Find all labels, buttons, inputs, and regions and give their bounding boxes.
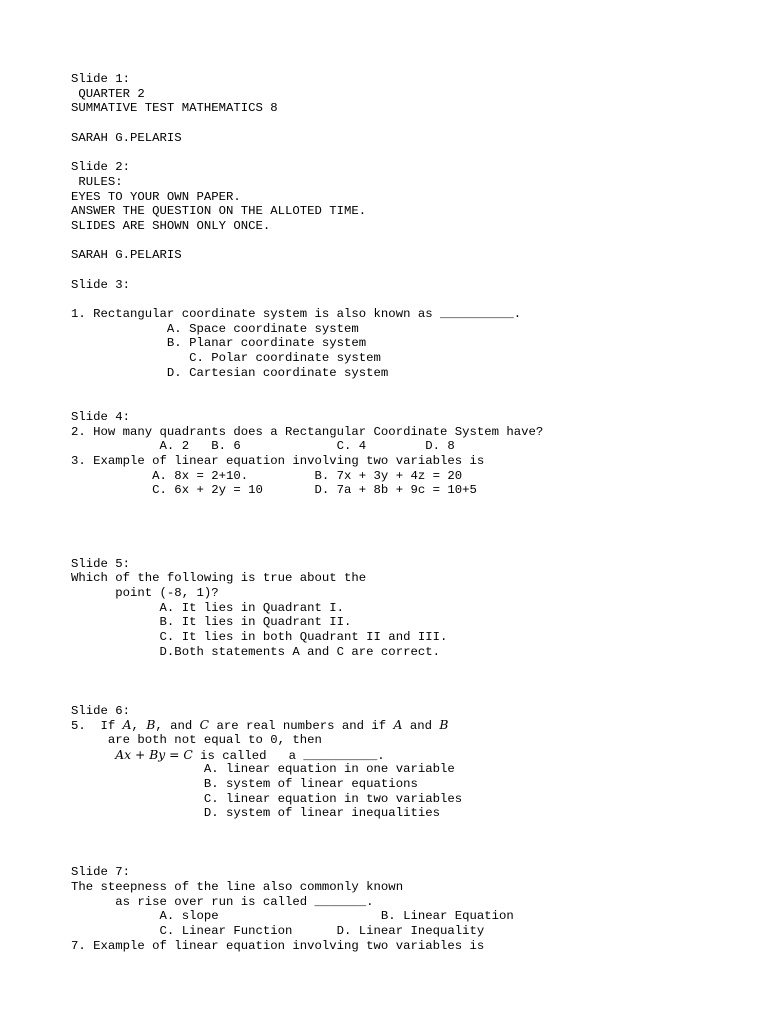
option-line: D. system of linear inequalities <box>71 806 440 821</box>
option-line: D. Cartesian coordinate system <box>71 365 389 380</box>
indent <box>71 749 115 763</box>
question-4-cont: point (-8, 1)? <box>71 586 219 601</box>
slide-6-header: Slide 6: <box>71 703 131 718</box>
option-line: B. Planar coordinate system <box>71 336 367 351</box>
slide-5-header: Slide 5: <box>71 556 131 571</box>
blank-line <box>71 145 751 160</box>
option-line: A. 2 B. 6 C. 4 D. 8 <box>71 439 455 454</box>
option-line: D.Both statements A and C are correct. <box>71 644 440 659</box>
question-5 <box>71 718 751 733</box>
blank-line <box>71 821 751 836</box>
math-var-b: B <box>439 718 449 733</box>
question-4: Which of the following is true about the <box>71 571 367 586</box>
blank-line <box>71 380 751 395</box>
blank-line <box>71 498 751 513</box>
math-equation: Ax + By = C <box>115 747 193 762</box>
slide-2-author: SARAH G.PELARIS <box>71 248 182 263</box>
blank-line <box>71 263 751 278</box>
text-sep: , and <box>155 719 200 734</box>
question-2: 2. How many quadrants does a Rectangular Coordinate System have? <box>71 424 544 439</box>
slide-1-header: Slide 1: <box>71 72 131 86</box>
option-line: C. 6x + 2y = 10 D. 7a + 8b + 9c = 10+5 <box>71 483 477 498</box>
slide-3-header: Slide 3: <box>71 277 131 292</box>
question-3: 3. Example of linear equation involving two variables is <box>71 453 485 468</box>
option-line: B. system of linear equations <box>71 777 418 791</box>
option-line: A. linear equation in one variable <box>71 762 455 777</box>
math-var-c: C <box>199 718 210 733</box>
slide-2-line: EYES TO YOUR OWN PAPER. <box>71 189 241 204</box>
option-line: C. It lies in both Quadrant II and III. <box>71 630 448 645</box>
question-6-cont: as rise over run is called _______. <box>71 894 374 909</box>
slide-2-line: ANSWER THE QUESTION ON THE ALLOTED TIME. <box>71 204 367 219</box>
option-line: A. Space coordinate system <box>71 321 359 336</box>
option-line: C. Polar coordinate system <box>71 351 381 366</box>
option-line: B. It lies in Quadrant II. <box>71 615 352 630</box>
math-var-a: A <box>122 718 132 733</box>
blank-line <box>71 836 751 851</box>
math-var-a: A <box>393 718 403 733</box>
text-mid: are real numbers and if <box>209 719 394 734</box>
blank-line <box>71 674 751 689</box>
blank-line <box>71 116 751 131</box>
blank-line <box>71 292 751 307</box>
blank-line <box>71 395 751 410</box>
question-5-equation-line <box>71 748 751 763</box>
slide-4-header: Slide 4: <box>71 409 131 424</box>
blank-line <box>71 527 751 542</box>
blank-line <box>71 850 751 865</box>
option-line: A. It lies in Quadrant I. <box>71 600 345 615</box>
slide-2-line: SLIDES ARE SHOWN ONLY ONCE. <box>71 218 271 233</box>
option-line: C. Linear Function D. Linear Inequality <box>71 923 485 938</box>
text-and: and <box>402 719 440 734</box>
option-line: A. 8x = 2+10. B. 7x + 3y + 4z = 20 <box>71 468 463 483</box>
slide-1-author: SARAH G.PELARIS <box>71 130 182 145</box>
slide-2-line: RULES: <box>71 174 123 189</box>
question-1: 1. Rectangular coordinate system is also known as __________. <box>71 307 522 321</box>
question-5-number: 5. If <box>71 719 123 734</box>
math-var-b: B <box>146 718 156 733</box>
document-page <box>71 72 751 953</box>
blank-line <box>71 234 751 249</box>
blank-line <box>71 689 751 704</box>
slide-2-header: Slide 2: <box>71 160 131 175</box>
option-line: C. linear equation in two variables <box>71 791 463 806</box>
slide-7-header: Slide 7: <box>71 865 131 880</box>
option-line: A. slope B. Linear Equation <box>71 909 514 924</box>
question-5-tail: is called a __________. <box>192 748 385 763</box>
question-5-cont: are both not equal to 0, then <box>71 732 322 747</box>
question-6: The steepness of the line also commonly known <box>71 879 404 894</box>
text-sep: , <box>131 719 147 734</box>
blank-line <box>71 660 751 675</box>
blank-line <box>71 513 751 528</box>
blank-line <box>71 542 751 557</box>
question-7: 7. Example of linear equation involving two variables is <box>71 938 485 953</box>
slide-1-line: SUMMATIVE TEST MATHEMATICS 8 <box>71 101 278 116</box>
slide-1-line: QUARTER 2 <box>71 86 145 101</box>
